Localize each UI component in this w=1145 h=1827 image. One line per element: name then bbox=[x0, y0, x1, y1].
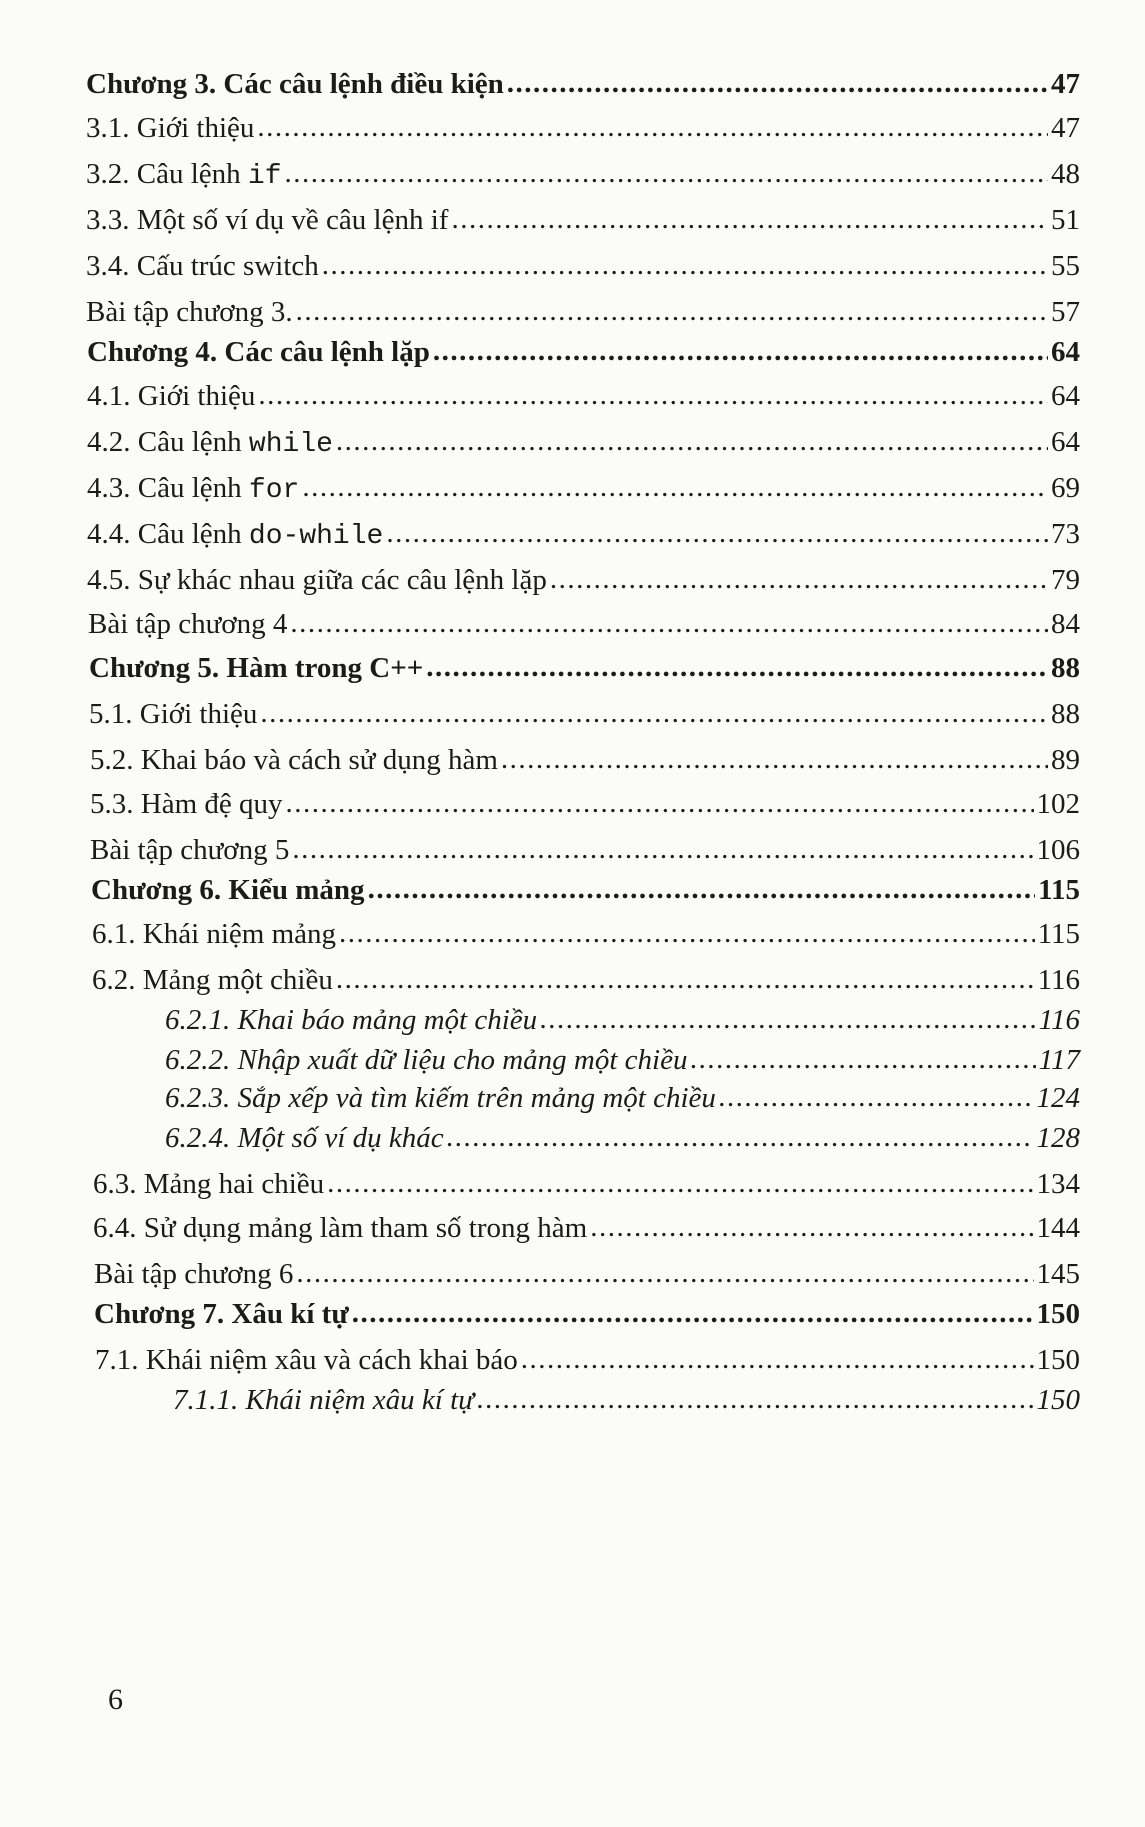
toc-entry-title-text: 4.5. Sự khác nhau giữa các câu lệnh lặp bbox=[87, 564, 547, 596]
toc-entry-page: 51 bbox=[1051, 204, 1080, 236]
toc-entry-title bbox=[86, 204, 448, 237]
toc-entry-title-text: 7.1. Khái niệm xâu và cách khai báo bbox=[95, 1344, 518, 1376]
toc-entry-c4 bbox=[87, 336, 1080, 369]
toc-entry-page: 116 bbox=[1038, 1004, 1080, 1036]
toc-entry-title-text: 6.1. Khái niệm mảng bbox=[92, 918, 337, 950]
toc-entry-s31 bbox=[86, 112, 1080, 145]
toc-entry-page: 47 bbox=[1051, 112, 1080, 144]
dot-leader bbox=[540, 1003, 1035, 1036]
toc-entry-page: 124 bbox=[1036, 1082, 1080, 1114]
dot-leader bbox=[719, 1081, 1034, 1114]
toc-entry-page: 48 bbox=[1051, 158, 1080, 190]
toc-entry-bt4 bbox=[88, 608, 1080, 641]
toc-entry-title-text: 5.1. Giới thiệu bbox=[89, 698, 258, 730]
toc-entry-title-text: 3.1. Giới thiệu bbox=[86, 112, 255, 144]
dot-leader bbox=[477, 1383, 1034, 1416]
dot-leader bbox=[352, 1297, 1034, 1330]
dot-leader bbox=[368, 873, 1036, 906]
toc-entry-page: 150 bbox=[1036, 1344, 1080, 1376]
toc-entry-title bbox=[93, 1212, 587, 1245]
toc-entry-page: 144 bbox=[1036, 1212, 1080, 1244]
toc-entry-page: 88 bbox=[1051, 698, 1080, 730]
dot-leader bbox=[590, 1211, 1033, 1244]
toc-entry-title bbox=[165, 1044, 687, 1077]
dot-leader bbox=[327, 1167, 1033, 1200]
dot-leader bbox=[302, 471, 1048, 504]
toc-entry-page: 134 bbox=[1036, 1168, 1080, 1200]
toc-entry-title bbox=[165, 1122, 444, 1155]
toc-entry-title bbox=[90, 744, 498, 777]
toc-entry-s52 bbox=[90, 744, 1080, 777]
toc-entry-title-text: 3.3. Một số ví dụ về câu lệnh if bbox=[86, 204, 449, 236]
toc-entry-page: 150 bbox=[1036, 1298, 1080, 1330]
dot-leader bbox=[290, 607, 1048, 640]
toc-entry-c5 bbox=[89, 652, 1080, 685]
toc-entry-page: 115 bbox=[1038, 874, 1080, 906]
toc-entry-page: 55 bbox=[1051, 250, 1080, 282]
toc-entry-s64 bbox=[93, 1212, 1080, 1245]
toc-entry-s43 bbox=[87, 472, 1080, 506]
toc-entry-title-text: Bài tập chương 3. bbox=[86, 296, 293, 328]
toc-entry-title-text: 4.1. Giới thiệu bbox=[87, 380, 256, 412]
toc-entry-title bbox=[86, 112, 254, 145]
dot-leader bbox=[386, 517, 1048, 550]
toc-entry-c3 bbox=[86, 68, 1080, 101]
toc-entry-page: 57 bbox=[1051, 296, 1080, 328]
toc-entry-code-keyword: for bbox=[248, 475, 300, 506]
toc-entry-page: 84 bbox=[1051, 608, 1080, 640]
toc-entry-title-text: 7.1.1. Khái niệm xâu kí tự bbox=[173, 1384, 474, 1416]
toc-entry-title-text: Chương 7. Xâu kí tự bbox=[94, 1298, 349, 1330]
dot-leader bbox=[690, 1043, 1035, 1076]
toc-entry-bt3 bbox=[86, 296, 1080, 329]
toc-entry-page: 89 bbox=[1051, 744, 1080, 776]
toc-entry-title-text: Chương 4. Các câu lệnh lặp bbox=[87, 336, 430, 368]
toc-entry-page: 116 bbox=[1037, 964, 1080, 996]
dot-leader bbox=[451, 203, 1048, 236]
toc-entry-title bbox=[86, 250, 319, 283]
toc-entry-s44 bbox=[87, 518, 1080, 552]
toc-entry-title bbox=[165, 1082, 716, 1115]
toc-entry-s51 bbox=[89, 698, 1080, 731]
toc-entry-title bbox=[86, 158, 282, 192]
toc-entry-page: 64 bbox=[1051, 336, 1080, 368]
dot-leader bbox=[257, 111, 1048, 144]
toc-entry-s53 bbox=[90, 788, 1080, 821]
toc-entry-title bbox=[91, 874, 365, 907]
toc-entry-page: 69 bbox=[1051, 472, 1080, 504]
toc-entry-bt5 bbox=[90, 834, 1080, 867]
toc-entry-title bbox=[95, 1344, 518, 1377]
toc-entry-page: 102 bbox=[1036, 788, 1080, 820]
toc-entry-title bbox=[86, 68, 504, 101]
dot-leader bbox=[292, 833, 1033, 866]
toc-entry-title bbox=[87, 426, 333, 460]
toc-entry-page: 79 bbox=[1051, 564, 1080, 596]
toc-entry-title bbox=[86, 296, 293, 329]
toc-entry-s42 bbox=[87, 426, 1080, 460]
toc-entry-title-text: 4.3. Câu lệnh bbox=[87, 472, 249, 504]
toc-entry-title-text: 3.2. Câu lệnh bbox=[86, 158, 248, 190]
dot-leader bbox=[447, 1121, 1034, 1154]
toc-entry-title bbox=[89, 652, 423, 685]
dot-leader bbox=[550, 563, 1048, 596]
toc-entry-title-text: Bài tập chương 5 bbox=[90, 834, 290, 866]
toc-entry-title-text: Bài tập chương 6 bbox=[94, 1258, 294, 1290]
toc-entry-page: 88 bbox=[1051, 652, 1080, 684]
toc-entry-title bbox=[94, 1298, 349, 1331]
toc-entry-title-text: 6.2.2. Nhập xuất dữ liệu cho mảng một chiều bbox=[165, 1044, 688, 1076]
dot-leader bbox=[336, 963, 1035, 996]
toc-entry-title bbox=[92, 918, 336, 951]
toc-entry-s33 bbox=[86, 204, 1080, 237]
toc-entry-title-text: 5.2. Khai báo và cách sử dụng hàm bbox=[90, 744, 498, 776]
toc-entry-page: 128 bbox=[1036, 1122, 1080, 1154]
toc-entry-title bbox=[87, 564, 547, 597]
dot-leader bbox=[322, 249, 1048, 282]
dot-leader bbox=[336, 425, 1048, 458]
toc-entry-s32 bbox=[86, 158, 1080, 192]
toc-entry-c7 bbox=[94, 1298, 1080, 1331]
toc-entry-title-text: 6.3. Mảng hai chiều bbox=[93, 1168, 325, 1200]
toc-entry-title-text: 6.2.1. Khai báo mảng một chiều bbox=[165, 1004, 538, 1036]
toc-entry-title-text: 6.2. Mảng một chiều bbox=[92, 964, 333, 996]
toc-entry-s621 bbox=[92, 1004, 1080, 1037]
toc-entry-s622 bbox=[92, 1044, 1080, 1077]
toc-entry-title bbox=[87, 380, 255, 413]
toc-entry-s62 bbox=[92, 964, 1080, 997]
toc-entry-title-text: 3.4. Cấu trúc switch bbox=[86, 250, 319, 282]
toc-entry-page: 145 bbox=[1036, 1258, 1080, 1290]
toc-entry-s71 bbox=[95, 1344, 1080, 1377]
toc-entry-title bbox=[87, 518, 383, 552]
dot-leader bbox=[286, 787, 1034, 820]
toc-entry-title bbox=[89, 698, 257, 731]
toc-entry-s623 bbox=[92, 1082, 1080, 1115]
toc-entry-page: 106 bbox=[1036, 834, 1080, 866]
toc-entry-page: 117 bbox=[1038, 1044, 1080, 1076]
toc-entry-bt6 bbox=[94, 1258, 1080, 1291]
toc-entry-s45 bbox=[87, 564, 1080, 597]
dot-leader bbox=[296, 295, 1048, 328]
toc-entry-title bbox=[92, 964, 333, 997]
toc-entry-title-text: Chương 3. Các câu lệnh điều kiện bbox=[86, 68, 504, 100]
dot-leader bbox=[258, 379, 1048, 412]
toc-entry-title bbox=[173, 1384, 474, 1417]
dot-leader bbox=[501, 743, 1048, 776]
toc-entry-page: 64 bbox=[1051, 426, 1080, 458]
toc-entry-code-keyword: if bbox=[247, 161, 282, 192]
dot-leader bbox=[426, 651, 1048, 684]
toc-entry-title-text: 6.2.4. Một số ví dụ khác bbox=[165, 1122, 444, 1154]
toc-entry-title bbox=[165, 1004, 537, 1037]
toc-entry-page: 150 bbox=[1036, 1384, 1080, 1416]
dot-leader bbox=[260, 697, 1048, 730]
toc-entry-title-text: Chương 5. Hàm trong C++ bbox=[89, 652, 424, 684]
dot-leader bbox=[296, 1257, 1033, 1290]
toc-entry-page: 115 bbox=[1037, 918, 1080, 950]
page-number: 6 bbox=[108, 1683, 123, 1716]
toc-entry-title-text: 4.2. Câu lệnh bbox=[87, 426, 249, 458]
toc-entry-c6 bbox=[91, 874, 1080, 907]
toc-entry-s624 bbox=[92, 1122, 1080, 1155]
toc-entry-title bbox=[90, 788, 283, 821]
toc-entry-title bbox=[87, 472, 299, 506]
dot-leader bbox=[339, 917, 1035, 950]
toc-entry-title bbox=[94, 1258, 293, 1291]
toc-entry-title-text: 6.2.3. Sắp xếp và tìm kiếm trên mảng một chiều bbox=[165, 1082, 716, 1114]
toc-entry-title-text: Bài tập chương 4 bbox=[88, 608, 288, 640]
toc-entry-title bbox=[88, 608, 287, 641]
toc-entry-page: 73 bbox=[1051, 518, 1080, 550]
toc-entry-title-text: 6.4. Sử dụng mảng làm tham số trong hàm bbox=[93, 1212, 588, 1244]
dot-leader bbox=[433, 335, 1048, 368]
toc-entry-title bbox=[90, 834, 289, 867]
toc-entry-title-text: Chương 6. Kiểu mảng bbox=[91, 874, 365, 906]
toc-entry-title-text: 5.3. Hàm đệ quy bbox=[90, 788, 283, 820]
toc-entry-s34 bbox=[86, 250, 1080, 283]
toc-entry-s41 bbox=[87, 380, 1080, 413]
toc-entry-title bbox=[93, 1168, 324, 1201]
toc-entry-s61 bbox=[92, 918, 1080, 951]
toc-entry-s63 bbox=[93, 1168, 1080, 1201]
dot-leader bbox=[521, 1343, 1034, 1376]
dot-leader bbox=[285, 157, 1048, 190]
toc-entry-title bbox=[87, 336, 430, 369]
dot-leader bbox=[507, 67, 1048, 100]
toc-entry-page: 47 bbox=[1051, 68, 1080, 100]
toc-entry-title-text: 4.4. Câu lệnh bbox=[87, 518, 249, 550]
toc-entry-code-keyword: do-while bbox=[248, 521, 384, 552]
toc-entry-code-keyword: while bbox=[248, 429, 333, 460]
toc-entry-s711 bbox=[95, 1384, 1080, 1417]
toc-entry-page: 64 bbox=[1051, 380, 1080, 412]
